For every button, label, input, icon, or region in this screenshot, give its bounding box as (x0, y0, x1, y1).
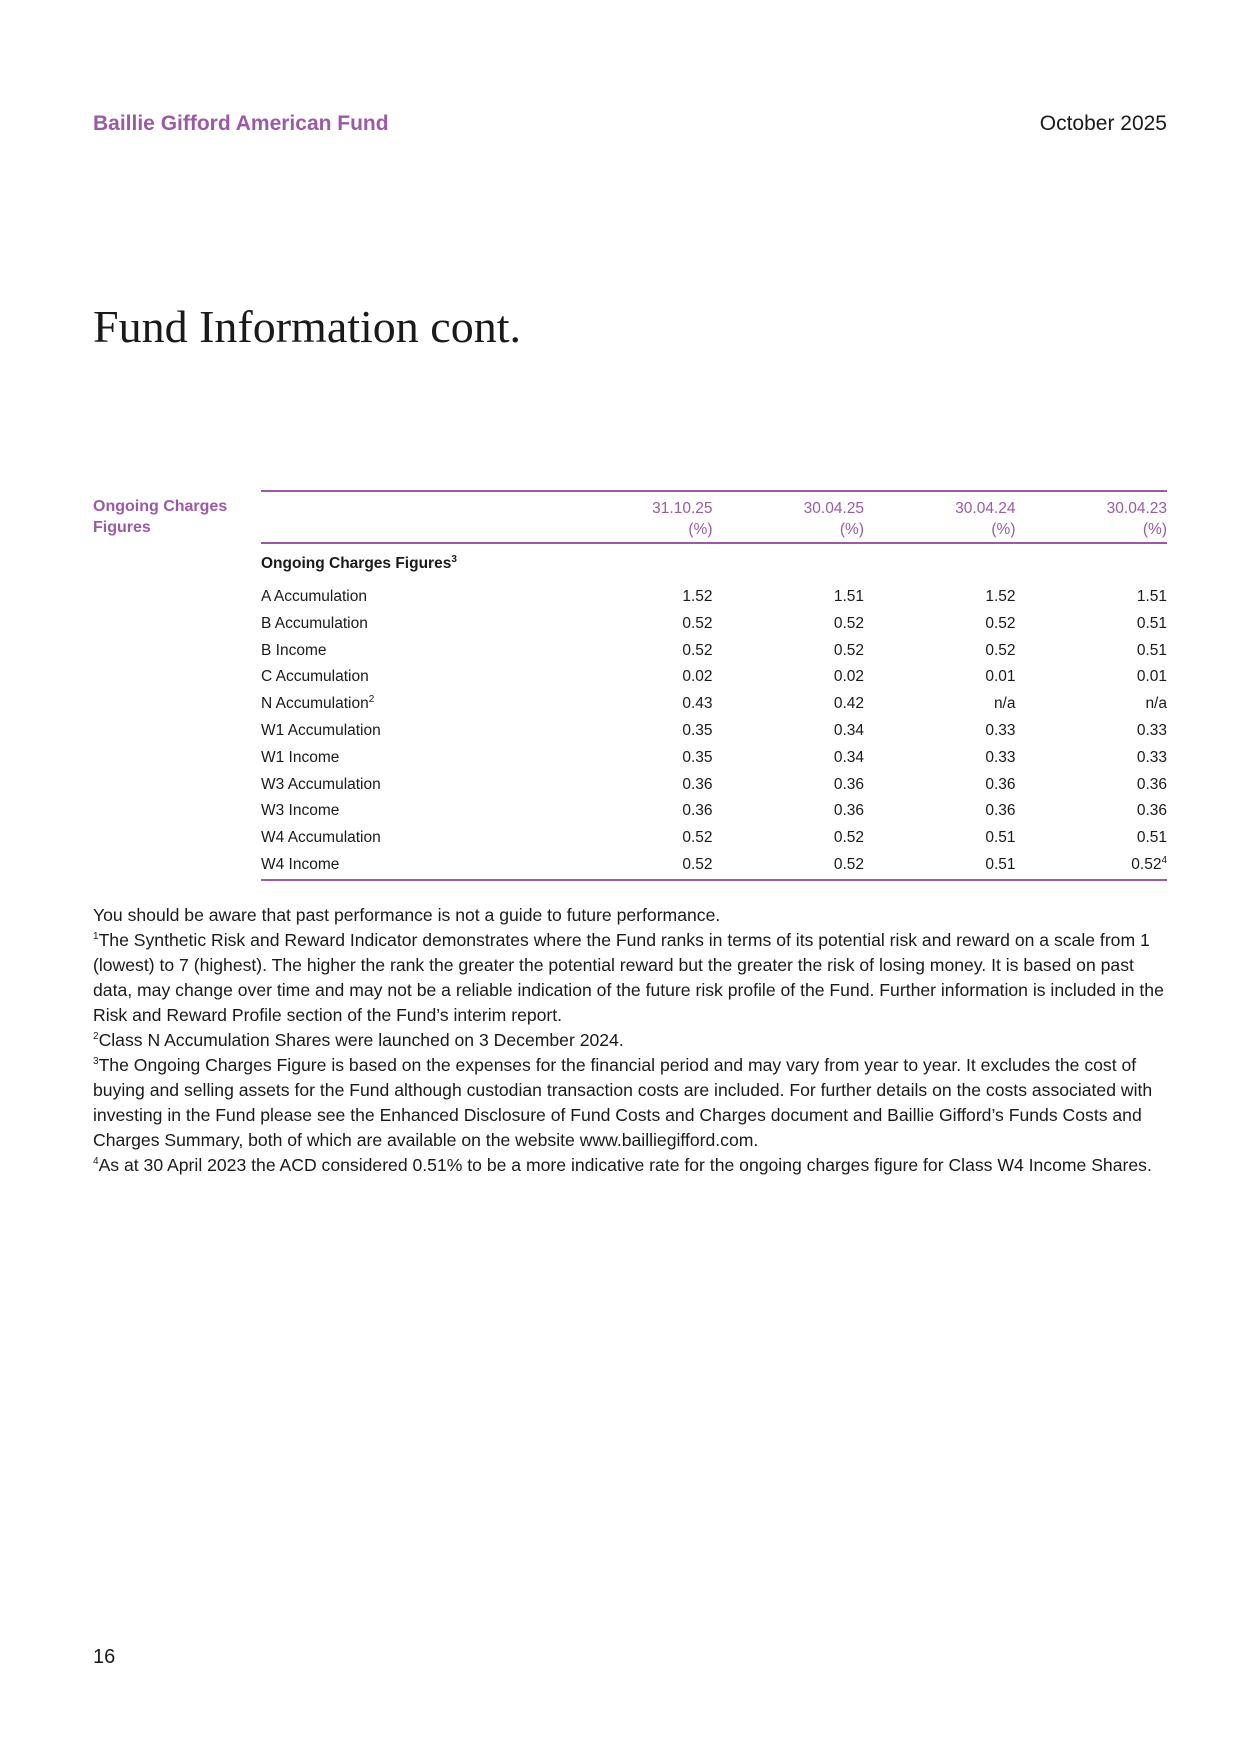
ocf-value-text: 0.02 (682, 668, 713, 686)
ocf-value-text: 0.36 (682, 802, 713, 820)
share-class-name (261, 718, 561, 745)
ocf-value (713, 798, 865, 825)
ocf-value-text: 0.35 (682, 748, 713, 766)
ocf-value-text: 0.52 (682, 641, 713, 659)
ocf-value (1016, 772, 1168, 799)
share-class-name (261, 825, 561, 852)
ocf-value (864, 718, 1016, 745)
table-row (261, 798, 1167, 825)
table-header-row (261, 491, 1167, 543)
ocf-value (864, 825, 1016, 852)
ocf-value-text: 0.01 (985, 668, 1016, 686)
ocf-value-text: 0.02 (833, 668, 864, 686)
ocf-value (1016, 664, 1168, 691)
column-unit: (%) (1142, 521, 1167, 538)
section-title-text: Ongoing Charges Figures (261, 555, 452, 572)
share-class-name (261, 798, 561, 825)
ocf-value (561, 718, 713, 745)
share-class-name (261, 664, 561, 691)
ocf-value-text: n/a (1145, 695, 1167, 713)
section-side-label: Ongoing Charges Figures (93, 498, 228, 536)
ocf-value (713, 852, 865, 880)
ocf-value (561, 611, 713, 638)
ocf-value (713, 718, 865, 745)
footnote-number: 4 (93, 1156, 99, 1168)
share-class-label: B Income (261, 641, 327, 659)
footnotes (93, 903, 1173, 1178)
ocf-value (561, 852, 713, 880)
share-class-label: N Accumulation (261, 695, 369, 713)
column-unit: (%) (839, 521, 864, 538)
ocf-value (1016, 825, 1168, 852)
table-body (261, 543, 1167, 880)
ocf-value (561, 825, 713, 852)
table-header-cell (713, 491, 865, 543)
ocf-value (561, 745, 713, 772)
ocf-value (713, 745, 865, 772)
page-title: Fund Information cont. (93, 301, 521, 352)
table-row (261, 584, 1167, 611)
share-class-name (261, 638, 561, 665)
ocf-value-text: 1.52 (682, 588, 713, 605)
ocf-value-text: 0.51 (985, 855, 1016, 873)
ocf-value-text: n/a (993, 695, 1016, 713)
ocf-value-text: 0.36 (833, 802, 864, 820)
ocf-value-text: 0.52 (1131, 855, 1162, 873)
ocf-value-text: 0.51 (1136, 641, 1167, 659)
ocf-value (1016, 691, 1168, 718)
table-section-row (261, 543, 1167, 584)
table-section-title (261, 543, 1167, 584)
ocf-value (713, 638, 865, 665)
ocf-value-text: 0.52 (682, 614, 713, 632)
ocf-value-text: 0.36 (985, 775, 1016, 793)
table-row (261, 825, 1167, 852)
ocf-value-text: 0.33 (985, 748, 1016, 766)
footnote (93, 1153, 1173, 1178)
ocf-value-text: 0.34 (833, 721, 864, 739)
column-date: 30.04.25 (803, 500, 864, 517)
ocf-value-text: 0.52 (833, 829, 864, 847)
ocf-value (713, 584, 865, 611)
ocf-value-text: 0.52 (985, 614, 1016, 632)
footnote-ref: 2 (368, 694, 375, 706)
share-class-label: W1 Income (261, 748, 340, 766)
table-row (261, 772, 1167, 799)
ocf-value (864, 691, 1016, 718)
footnote-ref: 4 (1161, 854, 1167, 866)
ocf-value-text: 0.33 (1136, 721, 1167, 739)
footnote-text: Class N Accumulation Shares were launched on 3 December 2024. (98, 1030, 624, 1050)
table-row (261, 718, 1167, 745)
ongoing-charges-table (261, 490, 1167, 881)
share-class-label: W4 Income (261, 855, 340, 873)
ocf-value-text: 0.52 (833, 614, 864, 632)
ocf-value-text: 0.36 (1136, 775, 1167, 793)
share-class-name (261, 691, 561, 718)
footnote-number: 2 (93, 1031, 99, 1043)
ocf-value-text: 0.01 (1136, 668, 1167, 686)
ocf-value-text: 0.36 (682, 775, 713, 793)
ocf-value-text: 0.34 (833, 748, 864, 766)
ocf-value (561, 691, 713, 718)
ocf-value-text: 0.35 (682, 721, 713, 739)
ocf-value (1016, 745, 1168, 772)
column-unit: (%) (991, 521, 1016, 538)
table-header-cell (1016, 491, 1168, 543)
table-row (261, 852, 1167, 880)
table-header-cell (864, 491, 1016, 543)
ocf-value-text: 0.43 (682, 695, 713, 713)
ocf-value (864, 638, 1016, 665)
share-class-name (261, 852, 561, 880)
ocf-value-text: 0.52 (682, 829, 713, 847)
ocf-value (864, 664, 1016, 691)
ocf-value (864, 611, 1016, 638)
ocf-value-text: 1.52 (985, 588, 1016, 605)
share-class-name (261, 772, 561, 799)
ocf-value-text: 0.36 (1136, 802, 1167, 820)
footnote-text: As at 30 April 2023 the ACD considered 0.51% to be a more indicative rate for the ongoing charges figure for Class W4 Income Shares. (98, 1155, 1152, 1175)
ocf-value (561, 664, 713, 691)
column-date: 30.04.23 (1106, 500, 1167, 517)
ocf-value (1016, 718, 1168, 745)
table-row (261, 664, 1167, 691)
share-class-name (261, 611, 561, 638)
share-class-name (261, 745, 561, 772)
ocf-value-text: 0.36 (833, 775, 864, 793)
ocf-value-text: 0.51 (1136, 829, 1167, 847)
ocf-value (713, 664, 865, 691)
column-date: 30.04.24 (955, 500, 1016, 517)
column-date: 31.10.25 (652, 500, 713, 517)
ocf-value (1016, 852, 1168, 880)
share-class-label: A Accumulation (261, 588, 367, 605)
share-class-label: B Accumulation (261, 614, 368, 632)
footnote-number: 1 (93, 931, 99, 943)
ocf-value (561, 772, 713, 799)
table-row (261, 745, 1167, 772)
performance-disclaimer: You should be aware that past performance is not a guide to future performance. (93, 905, 721, 925)
footnote-list (93, 928, 1173, 1178)
footnote-text: The Synthetic Risk and Reward Indicator demonstrates where the Fund ranks in terms of its potential risk and reward on a scale from 1 (lowest) to 7 (highest). The higher the rank the greater the potential reward but the greater the risk of losing money. It is based on past data, may change over time and may not be a reliable indication of the future risk profile of the Fund. Further information is included in the Risk and Reward Profile section of the Fund’s interim report. (93, 930, 1164, 1025)
share-class-label: W1 Accumulation (261, 721, 381, 739)
ocf-value (1016, 798, 1168, 825)
ocf-value-text: 0.51 (985, 829, 1016, 847)
share-class-name (261, 584, 561, 611)
ocf-value-text: 1.51 (833, 588, 864, 605)
report-date: October 2025 (1039, 112, 1167, 135)
footnote-number: 3 (93, 1056, 99, 1068)
ongoing-charges-table-wrapper (261, 490, 1167, 881)
table-header-blank (261, 491, 561, 543)
footnote-ref: 3 (451, 553, 457, 565)
footnote (93, 928, 1173, 1028)
ocf-value (1016, 584, 1168, 611)
share-class-label: C Accumulation (261, 668, 369, 686)
ocf-value (561, 638, 713, 665)
ocf-value (713, 691, 865, 718)
ocf-value-text: 1.51 (1136, 588, 1167, 605)
ocf-value (561, 798, 713, 825)
ocf-value (1016, 611, 1168, 638)
ocf-value-text: 0.36 (985, 802, 1016, 820)
table-row (261, 691, 1167, 718)
ocf-value (864, 772, 1016, 799)
ocf-value-text: 0.42 (833, 695, 864, 713)
column-unit: (%) (688, 521, 713, 538)
share-class-label: W3 Income (261, 802, 340, 820)
table-header-cell (561, 491, 713, 543)
footnote (93, 1028, 1173, 1053)
ocf-value (864, 852, 1016, 880)
ocf-value-text: 0.52 (985, 641, 1016, 659)
ocf-value (864, 584, 1016, 611)
ocf-value-text: 0.51 (1136, 614, 1167, 632)
ocf-value-text: 0.33 (985, 721, 1016, 739)
ocf-value-text: 0.52 (682, 855, 713, 873)
ocf-value (864, 798, 1016, 825)
ocf-value (864, 745, 1016, 772)
footnote-text: The Ongoing Charges Figure is based on the expenses for the financial period and may vary from year to year. It excludes the cost of buying and selling assets for the Fund although custodian transaction costs are included. For further details on the costs associated with investing in the Fund please see the Enhanced Disclosure of Fund Costs and Charges document and Baillie Gifford’s Funds Costs and Charges Summary, both of which are available on the website www.bailliegifford.com. (93, 1055, 1153, 1150)
table-row (261, 611, 1167, 638)
ocf-value-text: 0.52 (833, 855, 864, 873)
footnote (93, 1053, 1173, 1153)
ocf-value-text: 0.52 (833, 641, 864, 659)
table-row (261, 638, 1167, 665)
fund-name: Baillie Gifford American Fund (93, 112, 389, 135)
ocf-value (1016, 638, 1168, 665)
ocf-value-text: 0.33 (1136, 748, 1167, 766)
ocf-value (713, 611, 865, 638)
ocf-value (561, 584, 713, 611)
page-number: 16 (93, 1646, 116, 1668)
share-class-label: W4 Accumulation (261, 829, 381, 847)
ocf-value (713, 772, 865, 799)
share-class-label: W3 Accumulation (261, 775, 381, 793)
ocf-value (713, 825, 865, 852)
